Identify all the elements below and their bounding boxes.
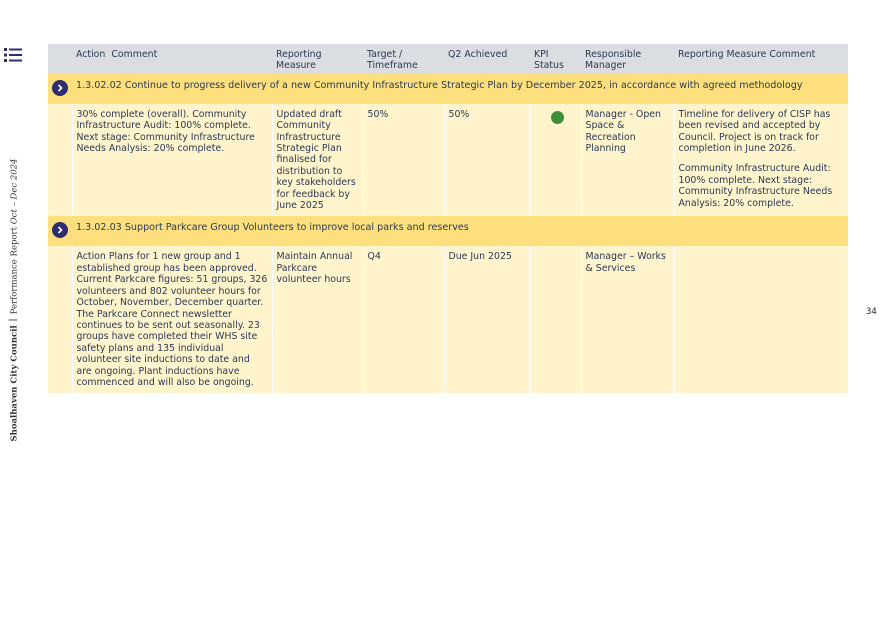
target-value: 50%	[363, 104, 444, 217]
header-action-comment: Action Comment	[72, 44, 272, 74]
detail-row-1	[48, 104, 848, 217]
header-reporting-measure: Reporting Measure	[272, 44, 363, 74]
header-target: Target / Timeframe	[363, 44, 444, 74]
footer-divider	[9, 319, 18, 320]
action-row-1	[48, 74, 848, 104]
footer-org: Shoalhaven City Council	[9, 325, 20, 442]
page-number: 34	[866, 307, 877, 317]
kpi-status-cell	[530, 246, 581, 393]
responsible-manager: Manager – Works & Services	[581, 246, 674, 393]
footer-period: Oct – Dec 2024	[9, 158, 20, 225]
reporting-measure: Updated draft Community Infrastructure Strategic Plan finalised for distribution to key stakeholders for feedback by June 2025	[272, 104, 363, 217]
header-kpi-status: KPI Status	[530, 44, 581, 74]
reporting-measure: Maintain Annual Parkcare volunteer hours	[272, 246, 363, 393]
action-comment: 30% complete (overall). Community Infrastructure Audit: 100% complete. Next stage: Community Infrastructure Needs Analysis: 20% complete.	[72, 104, 272, 217]
measure-comment-paragraph: Timeline for delivery of CISP has been revised and accepted by Council. Project is on track for completion in June 2026.	[678, 108, 831, 155]
performance-table	[48, 44, 848, 393]
footer-report: Performance Report	[9, 226, 20, 315]
header-spacer	[48, 44, 72, 74]
q2-achieved-value: Due Jun 2025	[444, 246, 530, 393]
action-title: 1.3.02.03 Support Parkcare Group Volunteers to improve local parks and reserves	[72, 216, 848, 246]
measure-comment-paragraph: Community Infrastructure Audit: 100% complete. Next stage: Community Infrastructure Needs Analysis: 20% complete.	[678, 163, 833, 209]
target-value: Q4	[363, 246, 444, 393]
header-measure-comment: Reporting Measure Comment	[674, 44, 848, 74]
kpi-status-cell	[530, 104, 581, 217]
action-row-2	[48, 216, 848, 246]
q2-achieved-value: 50%	[444, 104, 530, 217]
action-comment: Action Plans for 1 new group and 1 established group has been approved. Current Parkcare figures: 51 groups, 326 volunteers and 802 volunteer hours for October, November, December quarter. The Parkcare Connect newsletter continues to be sent out seasonally. 23 groups have completed their WHS site safety plans and 135 individual volunteer site inductions to date and are ongoing. Plant inductions have commenced and will also be ongoing.	[72, 246, 272, 393]
action-title: 1.3.02.02 Continue to progress delivery of a new Community Infrastructure Strategic Plan by December 2025, in accordance with agreed methodology	[72, 74, 848, 104]
header-q2-achieved: Q2 Achieved	[444, 44, 530, 74]
measure-comment-cell	[674, 104, 848, 217]
action-toggle-cell	[48, 216, 72, 246]
detail-spacer	[48, 104, 72, 217]
header-responsible-manager: Responsible Manager	[581, 44, 674, 74]
chevron-right-icon[interactable]	[52, 80, 68, 96]
kpi-status-green-icon	[551, 111, 564, 124]
list-icon[interactable]	[4, 47, 22, 63]
responsible-manager: Manager - Open Space & Recreation Planning	[581, 104, 674, 217]
action-toggle-cell	[48, 74, 72, 104]
measure-comment-cell	[674, 246, 848, 393]
chevron-right-icon[interactable]	[52, 222, 68, 238]
detail-spacer	[48, 246, 72, 393]
table-header-row	[48, 44, 848, 74]
page-footer	[9, 159, 20, 442]
detail-row-2	[48, 246, 848, 393]
